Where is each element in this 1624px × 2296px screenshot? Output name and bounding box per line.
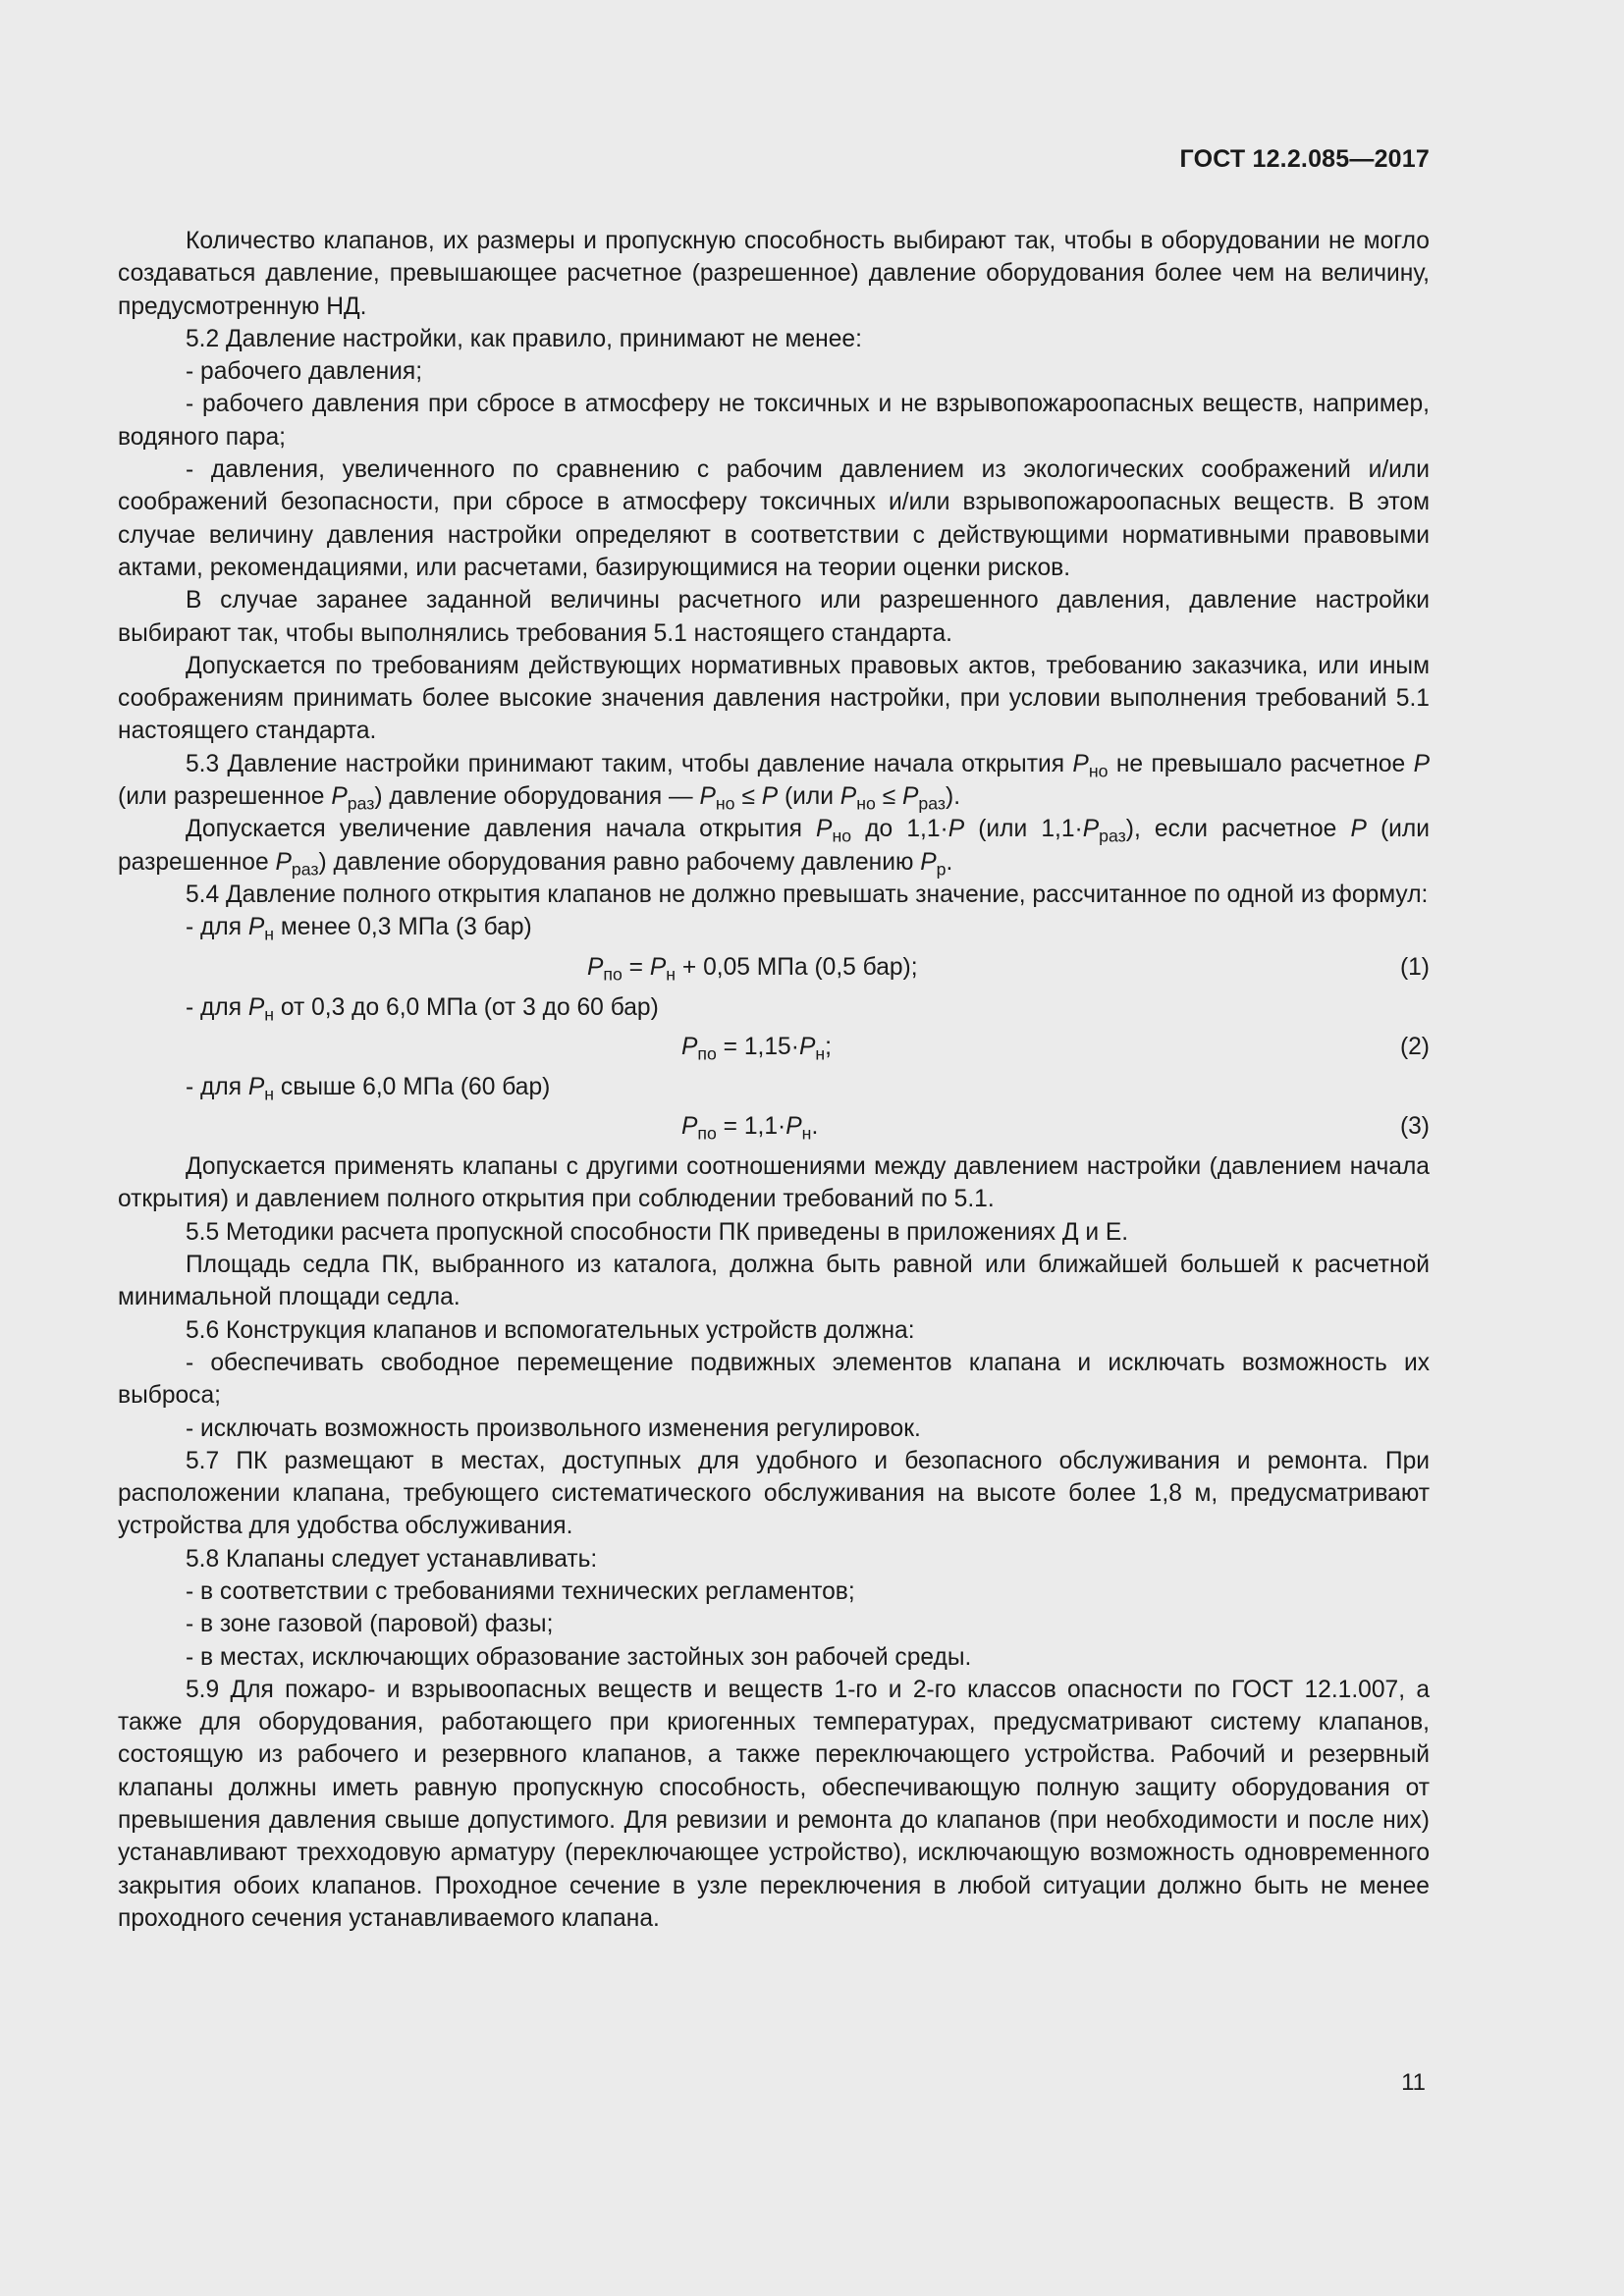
paragraph: Допускается по требованиям действующих нормативных правовых актов, требованию заказчика, или иным соображениям принимать более высокие значения давления настройки, при условии выполнения требований 5.1 настоящего стандарта. (118, 652, 1430, 745)
list-item: - для $P_н$ от 0,3 до 6,0 МПа (от 3 до 60 бар) (186, 993, 659, 1025)
paragraph: Допускается увеличение давления начала открытия $P_{но}$ до 1,1·P (или $1,1\cdot P_{раз}$), если расчетное P (или разрешенное $P_{раз}$) давление оборудования равно рабочему давлению $P_р$. (118, 816, 1430, 880)
formula-expression: $P_{по} = P_н + 0,05$ МПа (0,5 бар); (587, 953, 918, 985)
formula-1 (118, 944, 1430, 991)
clause-5-7: 5.7 ПК размещают в местах, доступных для удобного и безопасного обслуживания и ремонта. При расположении клапана, требующего систематического обслуживания на высоте более 1,8 м, предусматривают устройства для удобства обслуживания. (118, 1447, 1430, 1540)
formula-number: (3) (1399, 1113, 1430, 1141)
list-item: - для $P_н$ свыше 6,0 МПа (60 бар) (186, 1073, 551, 1104)
formula-3 (118, 1103, 1430, 1150)
paragraph: Количество клапанов, их размеры и пропускную способность выбирают так, чтобы в оборудовании не могло создаваться давление, превышающее расчетное (разрешенное) давление оборудования более чем на величину, предусмотренную НД. (118, 228, 1430, 320)
list-item: - рабочего давления; (186, 358, 423, 386)
list-item: - для $P_н$ менее 0,3 МПа (3 бар) (186, 914, 532, 944)
clause-5-4: 5.4 Давление полного открытия клапанов не должно превышать значение, рассчитанное по одной из формул: (186, 881, 1429, 908)
paragraph: Площадь седла ПК, выбранного из каталога, должна быть равной или ближайшей большей к расчетной минимальной площади седла. (118, 1252, 1430, 1311)
clause-5-3: 5.3 Давление настройки принимают таким, чтобы давление начала открытия $P_{но}$ не превышало расчетное P (или разрешенное $P_{раз}$) давление оборудования — $P_{но} \le P$ (или $P_{но} \le P_{раз}$). (118, 750, 1430, 814)
formula-number: (1) (1399, 953, 1430, 981)
list-item: - в местах, исключающих образование застойных зон рабочей среды. (186, 1643, 972, 1671)
formula-2 (118, 1024, 1430, 1071)
symbol-p: P (1072, 750, 1089, 777)
formula-expression: $P_{по} = 1,15\cdot P_н$; (681, 1033, 832, 1064)
clause-5-2: 5.2 Давление настройки, как правило, принимают не менее: (186, 325, 862, 352)
list-item: - давления, увеличенного по сравнению с рабочим давлением из экологических соображений и/или соображений безопасности, при сбросе в атмосферу токсичных и/или взрывопожароопасных веществ. В этом случае величину давления настройки определяют в соответствии с действующими нормативными правовыми актами, рекомендациями, или расчетами, базирующимися на теории оценки рисков. (118, 456, 1430, 581)
page-number: 11 (1401, 2069, 1426, 2096)
list-item: - в зоне газовой (паровой) фазы; (186, 1611, 554, 1638)
clause-5-8: 5.8 Клапаны следует устанавливать: (186, 1545, 598, 1573)
list-item: - обеспечивать свободное перемещение подвижных элементов клапана и исключать возможность их выброса; (118, 1349, 1430, 1410)
clause-5-9: 5.9 Для пожаро- и взрывоопасных веществ и веществ 1-го и 2-го классов опасности по ГОСТ 12.1.007, а также для оборудования, работающего при криогенных температурах, предусматривают систему клапанов, состоящую из рабочего и резервного клапанов, а также переключающего устройства. Рабочий и резервный клапаны должны иметь равную пропускную способность, обеспечивающую полную защиту оборудования от превышения давления свыше допустимого. Для ревизии и ремонта до клапанов (при необходимости и после них) устанавливают трехходовую арматуру (переключающее устройство), исключающую возможность одновременного закрытия обоих клапанов. Проходное сечение в узле переключения в любой ситуации должно быть не менее проходного сечения устанавливаемого клапана. (118, 1676, 1430, 1932)
list-item: - рабочего давления при сбросе в атмосферу не токсичных и не взрывопожароопасных веществ, например, водяного пара; (118, 391, 1430, 451)
list-item: - в соответствии с требованиями технических регламентов; (186, 1577, 855, 1605)
paragraph: В случае заранее заданной величины расчетного или разрешенного давления, давление настройки выбирают так, чтобы выполнялись требования 5.1 настоящего стандарта. (118, 587, 1430, 647)
clause-5-5: 5.5 Методики расчета пропускной способности ПК приведены в приложениях Д и Е. (186, 1218, 1129, 1246)
document-body (118, 225, 1430, 1935)
clause-5-6: 5.6 Конструкция клапанов и вспомогательных устройств должна: (186, 1316, 915, 1344)
paragraph: Допускается применять клапаны с другими соотношениями между давлением настройки (давлением начала открытия) и давлением полного открытия при соблюдении требований по 5.1. (118, 1153, 1430, 1213)
formula-number: (2) (1399, 1033, 1430, 1060)
document-header: ГОСТ 12.2.085—2017 (1179, 145, 1430, 173)
list-item: - исключать возможность произвольного изменения регулировок. (186, 1415, 921, 1442)
formula-expression: $P_{по} = 1,1\cdot P_н$. (681, 1113, 819, 1144)
